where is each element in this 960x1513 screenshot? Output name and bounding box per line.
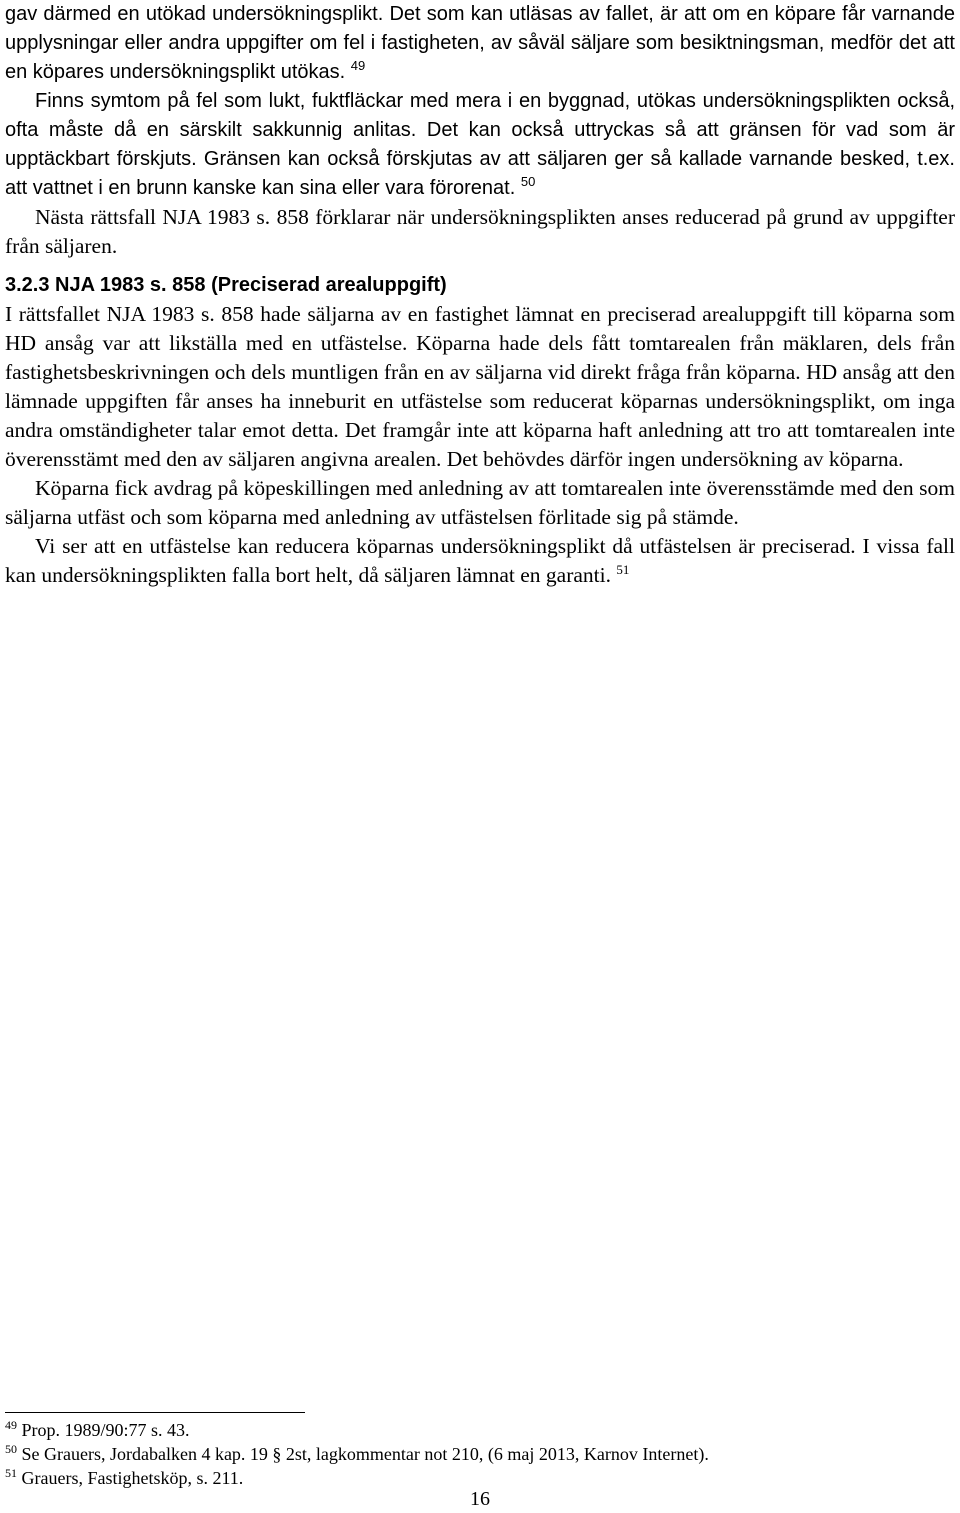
footnote-text: Grauers, Fastighetsköp, s. 211. [21,1468,244,1488]
footnote [5,1466,955,1490]
footnote-ref-49[interactable]: 49 [350,58,366,73]
page-number: 16 [470,1488,490,1510]
footnote-text: Se Grauers, Jordabalken 4 kap. 19 § 2st, lagkommentar not 210, (6 maj 2013, Karnov Internet). [21,1444,709,1464]
section-heading: 3.2.3 NJA 1983 s. 858 (Preciserad arealuppgift) [5,274,447,296]
paragraph-next-case: Nästa rättsfall NJA 1983 s. 858 förklarar när undersökningsplikten anses reducerad på grund av uppgifter från säljaren. [5,205,955,258]
paragraph-symptoms-text: Finns symtom på fel som lukt, fuktfläckar med mera i en byggnad, utökas undersökningsplikten också, ofta måste då en särskilt sakkunnig anlitas. Det kan också uttryckas så att gränsen för vad som är upptäckbart förskjuts. Gränsen kan också förskjutas av att säljaren ger så kallade varnande besked, t.ex. att vattnet i en brunn kanske kan sina eller vara förorenat. [5,90,955,199]
footnote [5,1442,955,1466]
footnote-divider [5,1412,305,1413]
paragraph-symptoms [5,87,955,203]
paragraph-intro [5,0,955,87]
paragraph-conclusion [5,532,955,590]
paragraph-case-summary: I rättsfallet NJA 1983 s. 858 hade säljarna av en fastighet lämnat en preciserad arealuppgift till köparna som HD ansåg var att likställa med en utfästelse. Köparna hade dels fått tomtarealen från mäklaren, dels från fastighetsbeskrivningen och dels muntligen från en av säljarna vid direkt fråga från köparna. HD ansåg att den lämnade uppgiften får anses ha inneburit en utfästelse som reducerat köparnas undersökningsplikt, om inga andra omständigheter talar emot detta. Det framgår inte att köparna haft anledning att tro att tomtarealen inte överensstämt med den av säljaren angivna arealen. Det behövdes därför ingen undersökning av köparna. [5,302,955,471]
paragraph-intro-text: gav därmed en utökad undersökningsplikt. Det som kan utläsas av fallet, är att om en köpare får varnande upplysningar eller andra uppgifter om fel i fastigheten, av såväl säljare som besiktningsman, medför det att en köpares undersökningsplikt utökas. [5,3,955,83]
footnote-text: Prop. 1989/90:77 s. 43. [21,1420,190,1440]
footnote-ref-51[interactable]: 51 [616,562,630,577]
footnote-ref-50[interactable]: 50 [520,174,536,189]
footnote-number: 49 [5,1418,17,1432]
paragraph-deduction: Köparna fick avdrag på köpeskillingen med anledning av att tomtarealen inte överensstämde med den som säljarna utfäst och som köparna med anledning av utfästelsen förlitade sig på stämde. [5,476,955,529]
footnote-number: 51 [5,1466,17,1480]
footnote [5,1418,955,1442]
document-body [5,0,955,590]
paragraph-conclusion-text: Vi ser att en utfästelse kan reducera köparnas undersökningsplikt då utfästelsen är preciserad. I vissa fall kan undersökningsplikten falla bort helt, då säljaren lämnat en garanti. [5,534,955,587]
footnotes [5,1418,955,1490]
footnote-number: 50 [5,1442,17,1456]
